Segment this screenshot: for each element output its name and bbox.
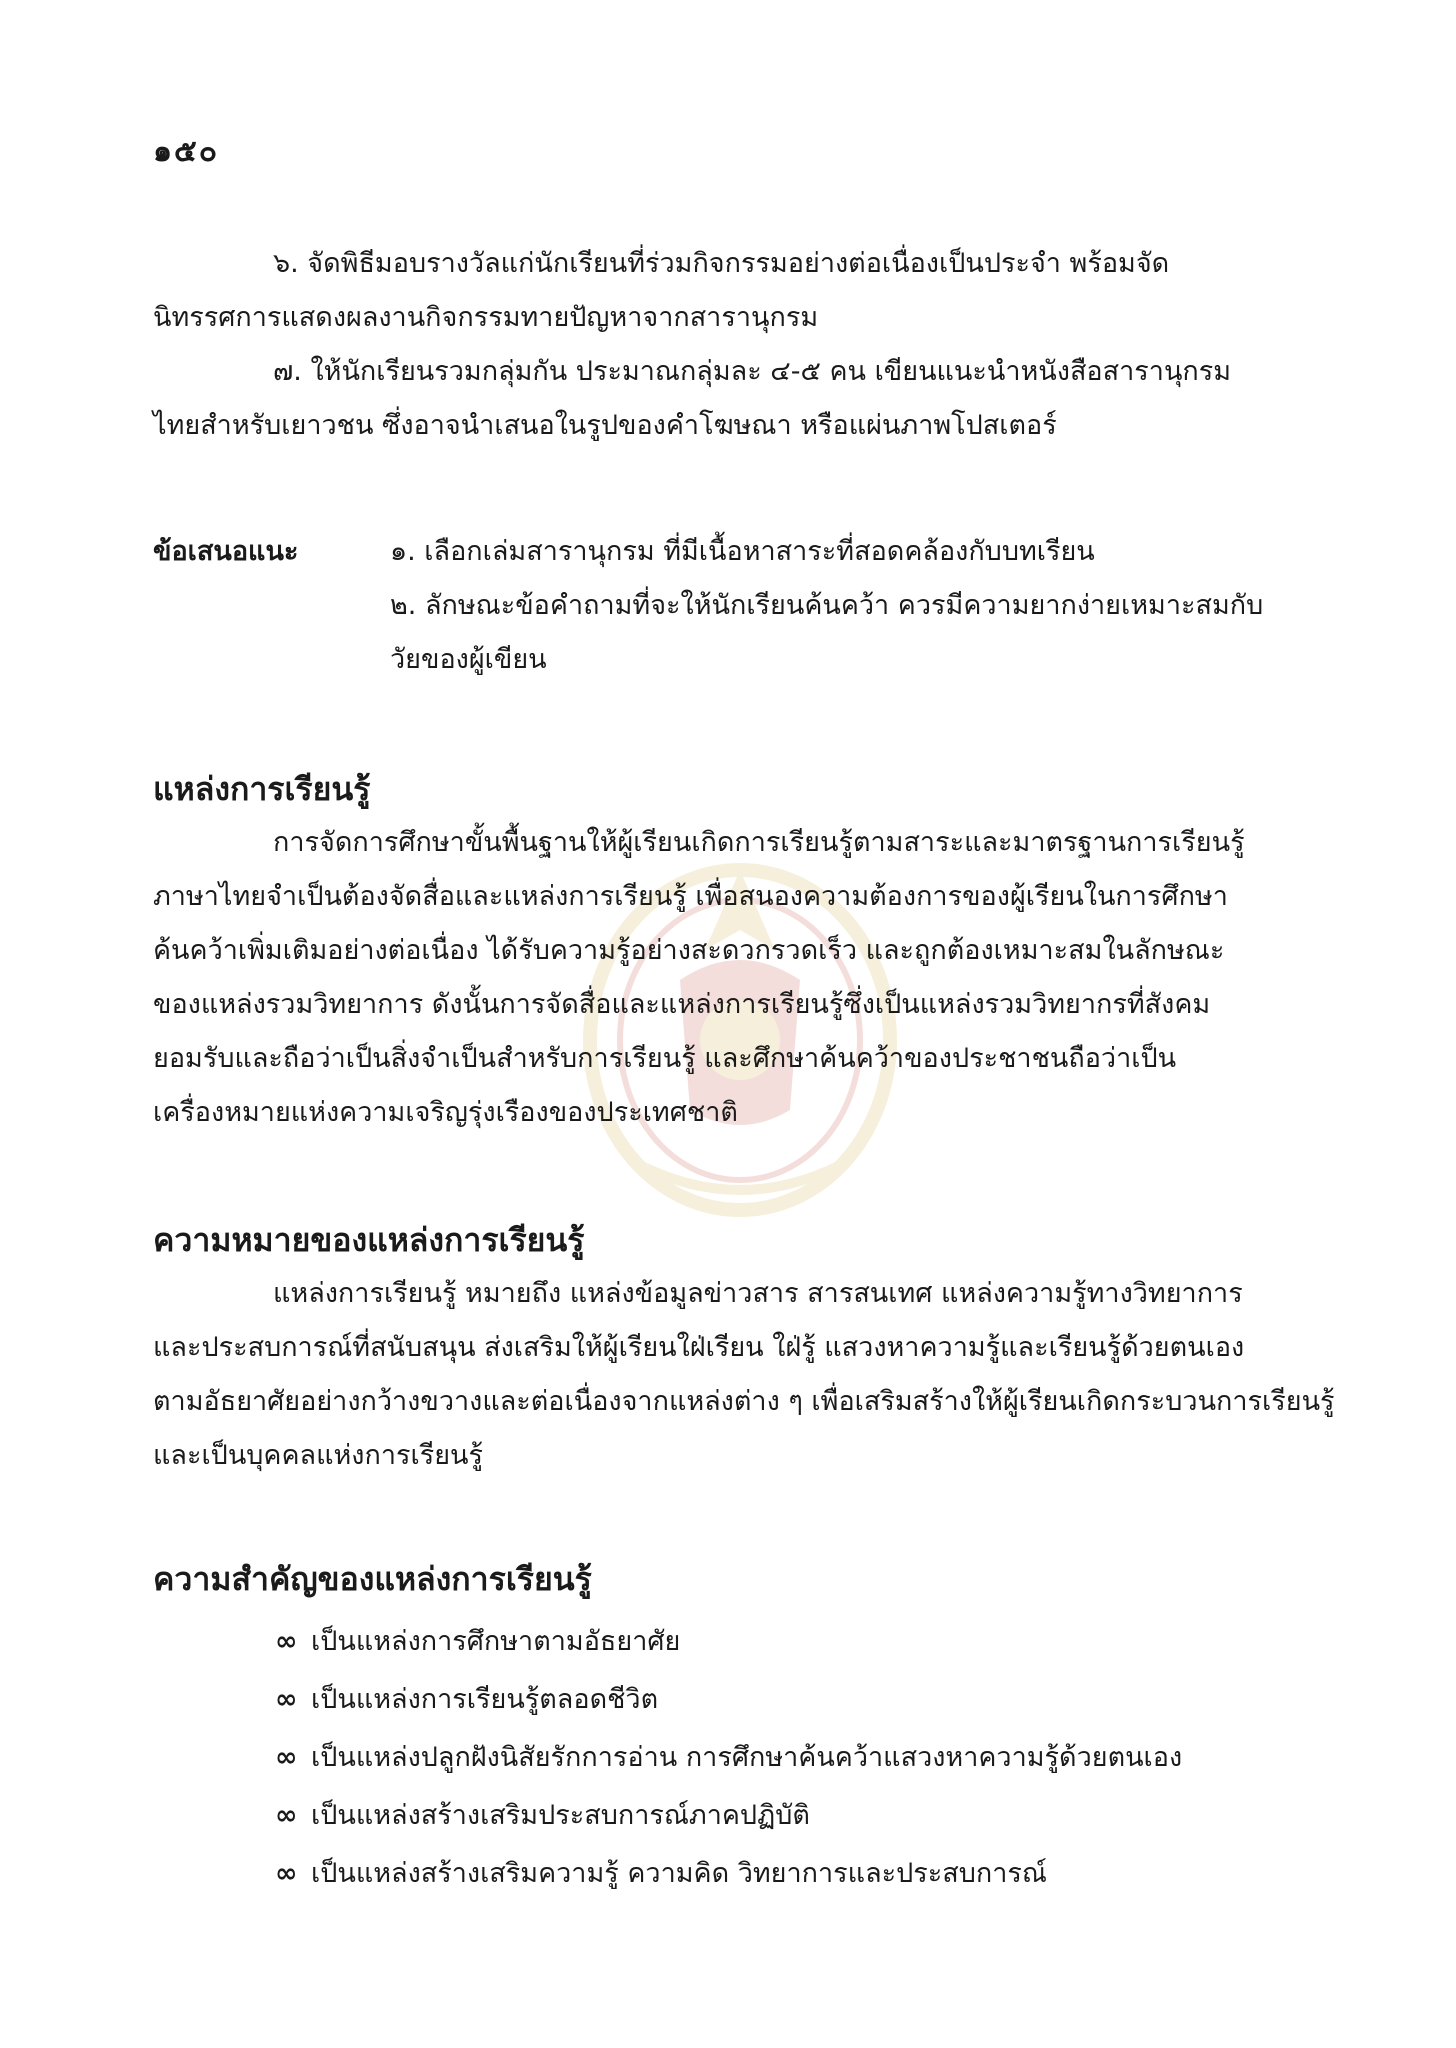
activity-7 xyxy=(153,345,1313,453)
paragraph-line: การจัดการศึกษาขั้นพื้นฐานให้ผู้เรียนเกิดการเรียนรู้ตามสาระและมาตรฐานการเรียนรู้ xyxy=(273,827,1245,858)
section-heading: ความสำคัญของแหล่งการเรียนรู้ xyxy=(153,1560,592,1598)
paragraph-line: ตามอัธยาศัยอย่างกว้างขวางและต่อเนื่องจากแหล่งต่าง ๆ เพื่อเสริมสร้างให้ผู้เรียนเกิดกระบวนการเรียนรู้ xyxy=(153,1386,1335,1417)
list-item xyxy=(275,1671,1182,1729)
paragraph-line: และประสบการณ์ที่สนับสนุน ส่งเสริมให้ผู้เรียนใฝ่เรียน ใฝ่รู้ แสวงหาความรู้และเรียนรู้ด้วยตนเอง xyxy=(153,1332,1245,1363)
suggestions-label: ข้อเสนอแนะ xyxy=(153,536,299,567)
paragraph-line: ค้นคว้าเพิ่มเติมอย่างต่อเนื่อง ได้รับความรู้อย่างสะดวกรวดเร็ว และถูกต้องเหมาะสมในลักษณะ xyxy=(153,935,1225,966)
suggestion-line: วัยของผู้เขียน xyxy=(390,644,547,675)
list-item-text: เป็นแหล่งสร้างเสริมความรู้ ความคิด วิทยาการและประสบการณ์ xyxy=(311,1858,1047,1889)
list-item xyxy=(275,1845,1182,1903)
section-learning-sources xyxy=(153,762,1313,1140)
paragraph-line: ยอมรับและถือว่าเป็นสิ่งจำเป็นสำหรับการเรียนรู้ และศึกษาค้นคว้าของประชาชนถือว่าเป็น xyxy=(153,1043,1177,1074)
paragraph-line: ภาษาไทยจำเป็นต้องจัดสื่อและแหล่งการเรียนรู้ เพื่อสนองความต้องการของผู้เรียนในการศึกษา xyxy=(153,881,1228,912)
page-number: ๑๕๐ xyxy=(153,134,220,169)
paragraph-line: ๗. ให้นักเรียนรวมกลุ่มกัน ประมาณกลุ่มละ ๔-๕ คน เขียนแนะนำหนังสือสารานุกรม xyxy=(273,356,1232,387)
list-item-text: เป็นแหล่งการศึกษาตามอัธยาศัย xyxy=(311,1626,681,1657)
suggestion-line: ๑. เลือกเล่มสารานุกรม ที่มีเนื้อหาสาระที่สอดคล้องกับบทเรียน xyxy=(390,536,1095,567)
suggestions-list xyxy=(390,525,1320,687)
list-item-text: เป็นแหล่งปลูกฝังนิสัยรักการอ่าน การศึกษาค้นคว้าแสวงหาความรู้ด้วยตนเอง xyxy=(311,1742,1183,1773)
paragraph-line: แหล่งการเรียนรู้ หมายถึง แหล่งข้อมูลข่าวสาร สารสนเทศ แหล่งความรู้ทางวิทยาการ xyxy=(273,1278,1243,1309)
infinity-bullet-icon: ∞ xyxy=(275,1742,298,1773)
paragraph-line: เครื่องหมายแห่งความเจริญรุ่งเรืองของประเทศชาติ xyxy=(153,1097,738,1128)
list-item xyxy=(275,1787,1182,1845)
paragraph-line: ไทยสำหรับเยาวชน ซึ่งอาจนำเสนอในรูปของคำโฆษณา หรือแผ่นภาพโปสเตอร์ xyxy=(153,410,1057,441)
section-heading: ความหมายของแหล่งการเรียนรู้ xyxy=(153,1221,585,1259)
paragraph-line: และเป็นบุคคลแห่งการเรียนรู้ xyxy=(153,1440,483,1471)
importance-list xyxy=(275,1613,1182,1903)
activity-6 xyxy=(153,237,1313,345)
section-meaning xyxy=(153,1213,1335,1483)
paragraph-line: ของแหล่งรวมวิทยาการ ดังนั้นการจัดสื่อและแหล่งการเรียนรู้ซึ่งเป็นแหล่งรวมวิทยากรที่สังคม xyxy=(153,989,1211,1020)
paragraph-line: ๖. จัดพิธีมอบรางวัลแก่นักเรียนที่ร่วมกิจกรรมอย่างต่อเนื่องเป็นประจำ พร้อมจัด xyxy=(273,248,1170,279)
infinity-bullet-icon: ∞ xyxy=(275,1858,298,1889)
suggestion-line: ๒. ลักษณะข้อคำถามที่จะให้นักเรียนค้นคว้า ควรมีความยากง่ายเหมาะสมกับ xyxy=(390,590,1264,621)
infinity-bullet-icon: ∞ xyxy=(275,1626,298,1657)
section-heading: แหล่งการเรียนรู้ xyxy=(153,770,371,808)
list-item xyxy=(275,1729,1182,1787)
paragraph-line: นิทรรศการแสดงผลงานกิจกรรมทายปัญหาจากสารานุกรม xyxy=(153,302,819,333)
list-item-text: เป็นแหล่งสร้างเสริมประสบการณ์ภาคปฏิบัติ xyxy=(311,1800,810,1831)
infinity-bullet-icon: ∞ xyxy=(275,1800,298,1831)
list-item-text: เป็นแหล่งการเรียนรู้ตลอดชีวิต xyxy=(311,1684,659,1715)
list-item xyxy=(275,1613,1182,1671)
infinity-bullet-icon: ∞ xyxy=(275,1684,298,1715)
section-importance xyxy=(153,1552,1313,1606)
